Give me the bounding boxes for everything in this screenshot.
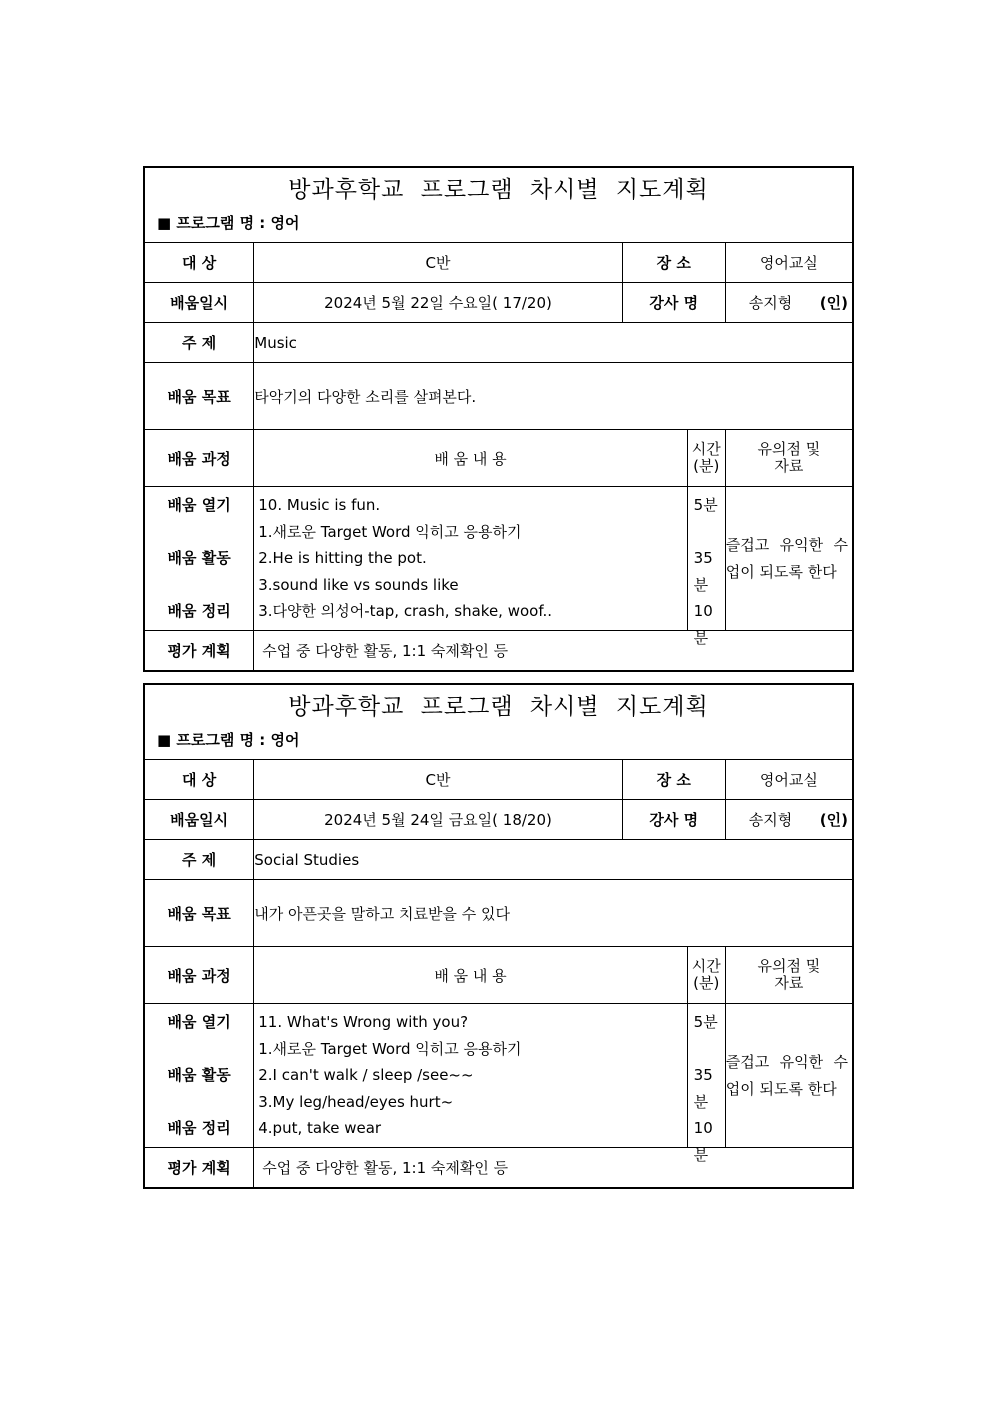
teacher-label: 강사 명: [622, 800, 725, 840]
program-name: ■ 프로그램 명 : 영어: [157, 731, 300, 749]
notes-value: 즐겁고 유익한 수업이 되도록 한다: [725, 487, 853, 631]
closing-time: 10분: [693, 602, 713, 647]
time-header-line1: 시간: [691, 440, 721, 458]
target-value: C반: [254, 243, 622, 283]
notes-header-line2: 자료: [774, 974, 804, 992]
content-line: 2.I can't walk / sleep /see~~: [258, 1066, 474, 1085]
notes-header: [725, 430, 853, 487]
time-values: [687, 487, 725, 647]
opening-label: 배움 열기: [167, 1013, 231, 1032]
content-header: 배 움 내 용: [254, 947, 687, 1004]
evaluation-value: 수업 중 다양한 활동, 1:1 숙제확인 등: [254, 1148, 853, 1188]
plan-table: [143, 683, 854, 1189]
content-line: 2.He is hitting the pot.: [258, 549, 427, 568]
topic-value: Music: [254, 323, 853, 363]
goal-label: 배움 목표: [144, 363, 254, 430]
closing-label: 배움 정리: [167, 1119, 231, 1138]
content-line: 4.put, take wear: [258, 1119, 382, 1138]
page-title: 방과후학교 프로그램 차시별 지도계획: [288, 694, 709, 720]
header-cell: [144, 684, 853, 760]
time-header-line1: 시간: [691, 957, 721, 975]
time-values: [687, 1004, 725, 1164]
date-label: 배움일시: [144, 283, 254, 323]
content-header: 배 움 내 용: [254, 430, 687, 487]
date-label: 배움일시: [144, 800, 254, 840]
stage-labels: [144, 1004, 254, 1148]
place-value: 영어교실: [725, 760, 853, 800]
evaluation-label: 평가 계획: [144, 631, 254, 671]
content-line: 1.새로운 Target Word 익히고 응용하기: [258, 522, 522, 541]
time-header: [687, 430, 725, 487]
lesson-plan-2: [143, 683, 854, 1189]
plan-table: [143, 166, 854, 672]
content-line: 11. What's Wrong with you?: [258, 1013, 469, 1032]
activity-time: 35분: [693, 1066, 713, 1111]
opening-time: 5분: [693, 1013, 718, 1032]
process-label: 배움 과정: [144, 430, 254, 487]
teacher-value: 송지형: [748, 811, 793, 829]
teacher-cell: [725, 800, 853, 840]
evaluation-label: 평가 계획: [144, 1148, 254, 1188]
notes-value: 즐겁고 유익한 수업이 되도록 한다: [725, 1004, 853, 1148]
program-name: ■ 프로그램 명 : 영어: [157, 214, 300, 232]
opening-time: 5분: [693, 496, 718, 515]
time-header: [687, 947, 725, 1004]
notes-header: [725, 947, 853, 1004]
teacher-value: 송지형: [748, 294, 793, 312]
page-title: 방과후학교 프로그램 차시별 지도계획: [288, 177, 709, 203]
content-line: 3.My leg/head/eyes hurt~: [258, 1092, 454, 1111]
notes-header-line2: 자료: [774, 457, 804, 475]
topic-label: 주 제: [144, 840, 254, 880]
topic-label: 주 제: [144, 323, 254, 363]
header-cell: [144, 167, 853, 243]
lesson-plan-1: [143, 166, 854, 672]
time-header-line2: (분): [693, 457, 720, 475]
goal-label: 배움 목표: [144, 880, 254, 947]
closing-time: 10분: [693, 1119, 713, 1164]
seal-mark: (인): [819, 294, 848, 312]
seal-mark: (인): [819, 811, 848, 829]
place-label: 장 소: [622, 243, 725, 283]
teacher-cell: [725, 283, 853, 323]
content-line: 3.sound like vs sounds like: [258, 575, 459, 594]
opening-label: 배움 열기: [167, 496, 231, 515]
evaluation-value: 수업 중 다양한 활동, 1:1 숙제확인 등: [254, 631, 853, 671]
target-value: C반: [254, 760, 622, 800]
topic-value: Social Studies: [254, 840, 853, 880]
content-line: 3.다양한 의성어-tap, crash, shake, woof..: [258, 602, 553, 621]
teacher-label: 강사 명: [622, 283, 725, 323]
place-label: 장 소: [622, 760, 725, 800]
closing-label: 배움 정리: [167, 602, 231, 621]
content-line: 10. Music is fun.: [258, 496, 381, 515]
notes-header-line1: 유의점 및: [757, 957, 821, 975]
activity-label: 배움 활동: [167, 549, 231, 568]
target-label: 대 상: [144, 760, 254, 800]
date-value: 2024년 5월 24일 금요일( 18/20): [254, 800, 622, 840]
activity-label: 배움 활동: [167, 1066, 231, 1085]
target-label: 대 상: [144, 243, 254, 283]
stage-labels: [144, 487, 254, 631]
content-lines: [254, 487, 687, 631]
time-header-line2: (분): [693, 974, 720, 992]
goal-value: 내가 아픈곳을 말하고 치료받을 수 있다: [254, 880, 853, 947]
goal-value: 타악기의 다양한 소리를 살펴본다.: [254, 363, 853, 430]
process-label: 배움 과정: [144, 947, 254, 1004]
content-line: 1.새로운 Target Word 익히고 응용하기: [258, 1039, 522, 1058]
activity-time: 35분: [693, 549, 713, 594]
date-value: 2024년 5월 22일 수요일( 17/20): [254, 283, 622, 323]
place-value: 영어교실: [725, 243, 853, 283]
content-lines: [254, 1004, 687, 1148]
notes-header-line1: 유의점 및: [757, 440, 821, 458]
